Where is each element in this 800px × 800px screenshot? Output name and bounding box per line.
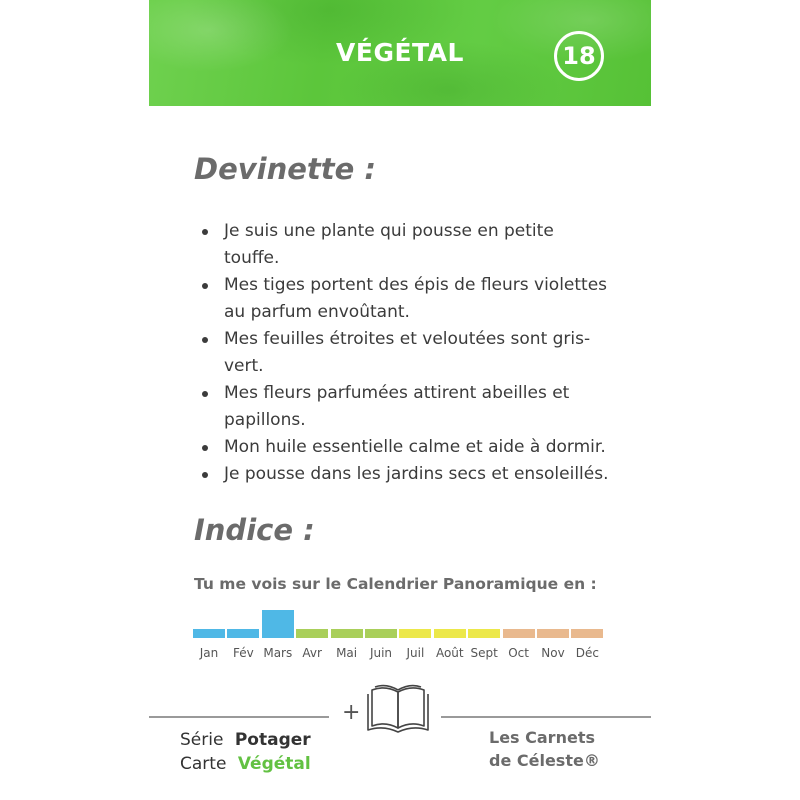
- series-label: Série: [180, 730, 224, 750]
- card-type-line: [180, 752, 311, 776]
- riddle-title: Devinette :: [194, 152, 376, 186]
- open-book-icon: [363, 684, 433, 736]
- calendar-month: [296, 608, 328, 662]
- calendar-bar: [193, 629, 225, 638]
- riddle-clue-list: [192, 218, 612, 488]
- calendar-bar: [468, 629, 500, 638]
- calendar-month: [365, 608, 397, 662]
- card: [149, 0, 651, 800]
- calendar-month: [399, 608, 431, 662]
- calendar-month-label: Fév: [233, 646, 254, 660]
- calendar-month: [262, 608, 294, 662]
- calendar-bar: [571, 629, 603, 638]
- calendar-bar: [503, 629, 535, 638]
- calendar-bar: [365, 629, 397, 638]
- riddle-clue: Mes tiges portent des épis de fleurs violettes au parfum envoûtant.: [192, 272, 612, 326]
- riddle-clue: Je suis une plante qui pousse en petite touffe.: [192, 218, 612, 272]
- card-type-value: Végétal: [237, 754, 311, 774]
- calendar-month: [537, 608, 569, 662]
- calendar-month-label: Déc: [575, 646, 599, 660]
- calendar-month-label: Juil: [406, 646, 425, 660]
- riddle-clue: Je pousse dans les jardins secs et ensoleillés.: [192, 461, 612, 488]
- calendar-month-label: Nov: [541, 646, 565, 660]
- calendar-bar: [331, 629, 363, 638]
- calendar-bar-highlighted: [262, 610, 294, 638]
- calendar-month: [468, 608, 500, 662]
- calendar-month: [331, 608, 363, 662]
- calendar-month: [503, 608, 535, 662]
- calendar-month-label: Août: [435, 646, 464, 660]
- calendar-bar: [537, 629, 569, 638]
- calendar-month: [227, 608, 259, 662]
- category-title: VÉGÉTAL: [336, 38, 464, 67]
- series-line: [180, 728, 311, 752]
- plus-icon: +: [342, 700, 361, 725]
- calendar-month: [434, 608, 466, 662]
- hint-text: Tu me vois sur le Calendrier Panoramique en :: [194, 575, 597, 593]
- calendar-month-label: Jan: [199, 646, 219, 660]
- brand-line: Les Carnets: [489, 728, 595, 747]
- calendar-bar: [227, 629, 259, 638]
- divider-right: [441, 716, 651, 718]
- riddle-clue: Mon huile essentielle calme et aide à dormir.: [192, 434, 612, 461]
- series-value: Potager: [234, 730, 311, 750]
- calendar-month-label: Mai: [336, 646, 358, 660]
- calendar-bar: [399, 629, 431, 638]
- calendar-bar: [434, 629, 466, 638]
- card-number-badge: 18: [554, 31, 604, 81]
- riddle-clue: Mes fleurs parfumées attirent abeilles et papillons.: [192, 380, 612, 434]
- hint-title: Indice :: [194, 513, 315, 547]
- brand-line: de Céleste®: [489, 751, 600, 770]
- calendar-month: [193, 608, 225, 662]
- calendar-month-label: Sept: [470, 646, 498, 660]
- calendar-month-label: Mars: [263, 646, 293, 660]
- calendar-month-label: Juin: [369, 646, 393, 660]
- riddle-clue: Mes feuilles étroites et veloutées sont gris-vert.: [192, 326, 612, 380]
- brand-name: [489, 726, 629, 772]
- calendar-month: [571, 608, 603, 662]
- calendar-bar: [296, 629, 328, 638]
- divider-left: [149, 716, 329, 718]
- card-header: [149, 0, 651, 106]
- card-type-label: Carte: [180, 754, 227, 774]
- panoramic-calendar: [193, 608, 605, 662]
- calendar-month-label: Avr: [302, 646, 322, 660]
- calendar-month-label: Oct: [508, 646, 529, 660]
